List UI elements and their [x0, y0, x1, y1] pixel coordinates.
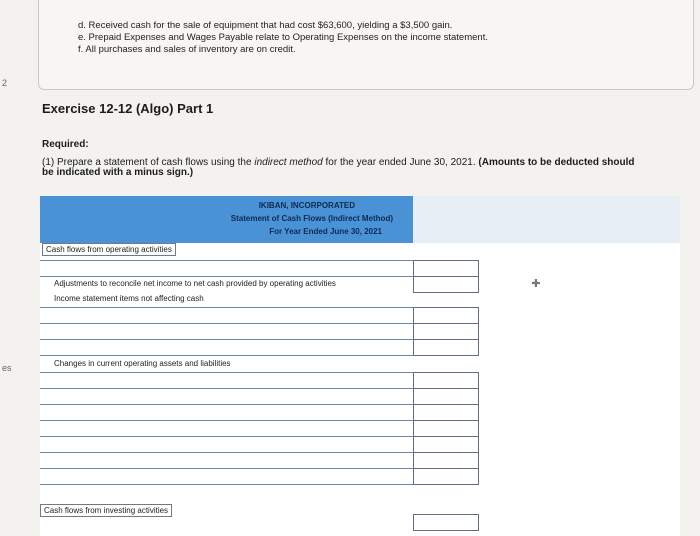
statement-title: Statement of Cash Flows (Indirect Method): [230, 214, 393, 223]
row-divider: [40, 307, 413, 308]
cash-flow-worksheet: [40, 196, 680, 536]
margin-text: es: [2, 363, 12, 373]
row-divider: [40, 355, 413, 356]
row-divider: [40, 323, 413, 324]
noncash-items-label: Income statement items not affecting cash: [54, 294, 204, 303]
row-divider: [40, 420, 413, 421]
changes-label: Changes in current operating assets and liabilities: [54, 359, 231, 368]
adjustments-label: Adjustments to reconcile net income to net cash provided by operating activities: [54, 279, 336, 288]
row-divider: [40, 260, 413, 261]
amount-cell[interactable]: [413, 388, 479, 405]
row-divider: [40, 404, 413, 405]
amount-cell[interactable]: [413, 260, 479, 277]
exercise-title: Exercise 12-12 (Algo) Part 1: [42, 101, 214, 116]
operating-activities-label: Cash flows from operating activities: [42, 243, 176, 256]
margin-number: 2: [2, 78, 8, 88]
required-label: Required:: [42, 139, 89, 150]
note-f: f. All purchases and sales of inventory are on credit.: [78, 44, 296, 55]
row-divider: [40, 276, 413, 277]
row-divider: [40, 436, 413, 437]
amount-cell[interactable]: [413, 452, 479, 469]
investing-activities-label: Cash flows from investing activities: [40, 504, 172, 517]
note-e: e. Prepaid Expenses and Wages Payable relate to Operating Expenses on the income statement.: [78, 32, 488, 43]
amount-cell[interactable]: [413, 420, 479, 437]
company-name: IKIBAN, INCORPORATED: [258, 201, 355, 210]
row-divider: [40, 388, 413, 389]
note-d: d. Received cash for the sale of equipment that had cost $63,600, yielding a $3,500 gain.: [78, 20, 453, 31]
row-divider: [40, 372, 413, 373]
amount-cell[interactable]: [413, 307, 479, 324]
statement-header: [40, 196, 413, 243]
amount-cell[interactable]: [413, 468, 479, 485]
row-divider: [40, 484, 413, 485]
row-divider: [40, 452, 413, 453]
plus-icon[interactable]: ✚: [531, 278, 541, 290]
row-divider: [40, 339, 413, 340]
amount-cell[interactable]: [413, 372, 479, 389]
required-instruction-cont: be indicated with a minus sign.): [42, 167, 194, 178]
amount-cell[interactable]: [413, 514, 479, 531]
amount-cell[interactable]: [413, 323, 479, 340]
amount-cell[interactable]: [413, 436, 479, 453]
statement-period: For Year Ended June 30, 2021: [269, 227, 382, 236]
amount-cell[interactable]: [413, 339, 479, 356]
row-divider: [40, 468, 413, 469]
amount-cell[interactable]: [413, 276, 479, 293]
amount-cell[interactable]: [413, 404, 479, 421]
required-instruction: (1) Prepare a statement of cash flows using the indirect method for the year ended June 30, 2021. (Amounts to be deducted should: [42, 157, 635, 168]
header-right-area: [413, 196, 680, 243]
